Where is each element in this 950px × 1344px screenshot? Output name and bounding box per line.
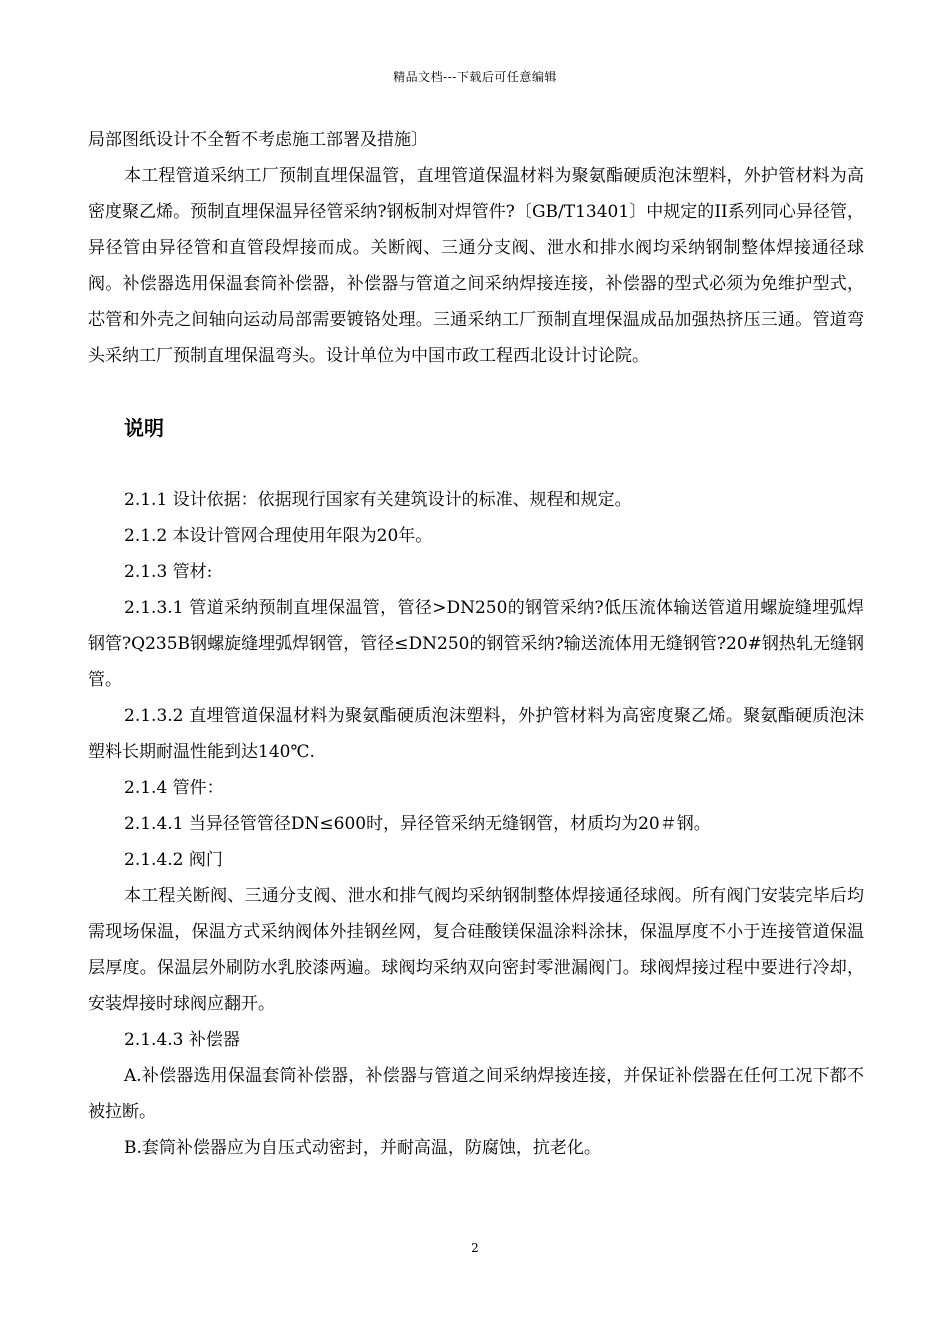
clause-2-1-1: 2.1.1 设计依据：依据现行国家有关建筑设计的标准、规程和规定。 xyxy=(124,490,632,510)
page-header: 精品文档---下载后可任意编辑 xyxy=(393,70,557,84)
clause-2-1-2: 2.1.2 本设计管网合理使用年限为20年。 xyxy=(124,526,433,546)
intro-paragraph: 本工程管道采纳工厂预制直埋保温管，直埋管道保温材料为聚氨酯硬质泡沫塑料，外护管材料为高密度聚乙烯。预制直埋保温异径管采纳?钢板制对焊管件?〔GB/T13401〕中规定的II系列同心异径管，异径管由异径管和直管段焊接而成。关断阀、三通分支阀、泄水和排水阀均采纳钢制整体焊接通径球阀。补偿器选用保温套筒补偿器，补偿器与管道之间采纳焊接连接，补偿器的型式必须为免维护型式，芯管和外壳之间轴向运动局部需要镀铬处理。三通采纳工厂预制直埋保温成品加强热挤压三通。管道弯头采纳工厂预制直埋保温弯头。设计单位为中国市政工程西北设计讨论院。 xyxy=(88,166,864,366)
clause-2-1-3: 2.1.3 管材: xyxy=(124,562,213,582)
compensator-item-b: B.套筒补偿器应为自压式动密封，并耐高温，防腐蚀，抗老化。 xyxy=(124,1138,601,1158)
document-body xyxy=(88,122,864,1166)
compensator-item-a: A.补偿器选用保温套筒补偿器，补偿器与管道之间采纳焊接连接，并保证补偿器在任何工况下都不被拉断。 xyxy=(88,1066,864,1122)
clause-2-1-4: 2.1.4 管件： xyxy=(124,778,224,798)
clause-2-1-3-1: 2.1.3.1 管道采纳预制直埋保温管，管径>DN250的钢管采纳?低压流体输送管道用螺旋缝埋弧焊钢管?Q235B钢螺旋缝埋弧焊钢管，管径≤DN250的钢管采纳?输送流体用无缝钢管?20#钢热轧无缝钢管。 xyxy=(88,598,864,690)
clause-2-1-4-3: 2.1.4.3 补偿器 xyxy=(124,1030,240,1050)
section-heading: 说明 xyxy=(124,416,164,440)
clause-2-1-4-2: 2.1.4.2 阀门 xyxy=(124,850,223,870)
valve-paragraph: 本工程关断阀、三通分支阀、泄水和排气阀均采纳钢制整体焊接通径球阀。所有阀门安装完毕后均需现场保温，保温方式采纳阀体外挂钢丝网，复合硅酸镁保温涂料涂抹，保温厚度不小于连接管道保温层厚度。保温层外刷防水乳胶漆两遍。球阀均采纳双向密封零泄漏阀门。球阀焊接过程中要进行冷却，安装焊接时球阀应翻开。 xyxy=(88,886,864,1014)
clause-2-1-4-1: 2.1.4.1 当异径管管径DN≤600时，异径管采纳无缝钢管，材质均为20＃钢。 xyxy=(124,814,711,834)
clause-2-1-3-2: 2.1.3.2 直埋管道保温材料为聚氨酯硬质泡沫塑料，外护管材料为高密度聚乙烯。聚氨酯硬质泡沫塑料长期耐温性能到达140℃. xyxy=(88,706,864,762)
page-number: 2 xyxy=(471,1241,479,1255)
intro-continuation-line: 局部图纸设计不全暂不考虑施工部署及措施〕 xyxy=(88,130,428,150)
